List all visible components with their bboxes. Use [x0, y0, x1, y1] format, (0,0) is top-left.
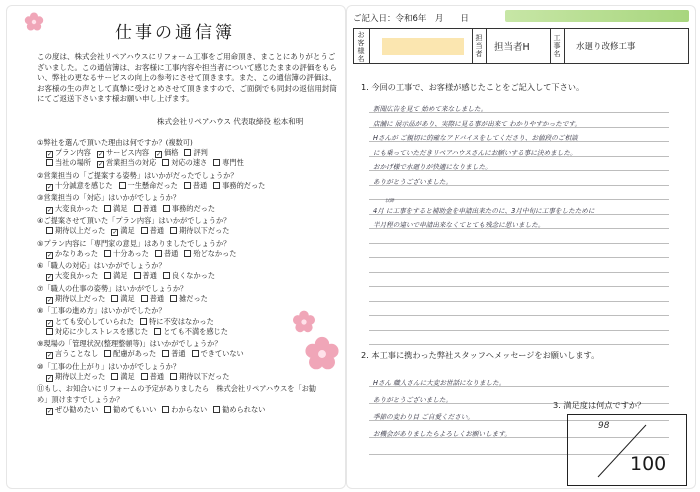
- option-label: サービス内容: [105, 148, 150, 158]
- checked-box-icon[interactable]: ✓: [47, 206, 53, 214]
- option-label: 十分誠意を感じた: [55, 181, 113, 190]
- option[interactable]: [104, 271, 127, 281]
- option-label: 事務的だった: [171, 203, 216, 213]
- option[interactable]: [111, 372, 134, 382]
- question-item: [37, 261, 345, 281]
- option-label: 大変良かった: [55, 271, 99, 281]
- ruled-line: [369, 301, 669, 302]
- option[interactable]: [163, 204, 215, 214]
- page-title: 仕事の通信簿: [115, 23, 235, 43]
- right-page: [346, 5, 696, 489]
- option-label: 普通: [142, 271, 157, 281]
- checkbox-icon[interactable]: [155, 250, 162, 257]
- option-label: 営業担当の対応: [105, 158, 157, 168]
- option[interactable]: [97, 148, 149, 158]
- checkbox-icon[interactable]: [170, 373, 177, 380]
- option[interactable]: [104, 349, 156, 359]
- checkbox-icon[interactable]: [163, 272, 170, 279]
- option-row: [37, 226, 345, 236]
- option[interactable]: [46, 158, 91, 168]
- question-item: [37, 384, 345, 415]
- option-label: 期待以上だった: [55, 371, 106, 381]
- checkbox-icon[interactable]: [104, 205, 111, 212]
- score-slash: [568, 415, 686, 485]
- checkbox-icon[interactable]: [104, 350, 111, 357]
- checked-box-icon[interactable]: ✓: [97, 161, 103, 169]
- option[interactable]: [46, 317, 134, 327]
- checkbox-icon[interactable]: [163, 205, 170, 212]
- option[interactable]: [213, 158, 244, 168]
- handwritten-line: おかげ様で水廻りが快適になりました。: [373, 163, 492, 171]
- option-label: できていない: [200, 349, 244, 359]
- question-title: ④ご提案させて頂いた「プラン内容」はいかがでしょうか？: [37, 215, 231, 225]
- option[interactable]: [162, 405, 207, 415]
- checkbox-icon[interactable]: [141, 227, 148, 234]
- question-item: [37, 193, 345, 213]
- option-label: 評判: [193, 148, 208, 158]
- option[interactable]: [170, 226, 229, 236]
- option[interactable]: [134, 204, 157, 214]
- checked-box-icon[interactable]: ✓: [47, 296, 53, 304]
- checked-box-icon[interactable]: ✓: [47, 151, 53, 159]
- checkbox-icon[interactable]: [119, 182, 126, 189]
- option-row: [37, 204, 345, 214]
- checked-box-icon[interactable]: ✓: [47, 319, 53, 327]
- checkbox-icon[interactable]: [184, 250, 191, 257]
- option-label: 普通: [149, 371, 165, 381]
- handwritten-line: 新聞広告を見て 始めて来なしました。: [373, 105, 488, 113]
- question-item: [37, 362, 345, 382]
- checkbox-icon[interactable]: [104, 406, 111, 413]
- option-label: 十分あった: [113, 248, 149, 258]
- question-title: ⑪もし、お知合いにリフォームの予定がありましたら 株式会社リペアハウスを「お勧め」頂けますでしょうか？: [37, 384, 317, 404]
- option-row: [37, 249, 345, 259]
- header-accent-bar: [505, 10, 689, 22]
- option-label: 事務的だった: [222, 181, 266, 190]
- handwritten-line: 店舗に 展示品があり、実際に見る事が出来て わかりやすかったです。: [373, 119, 582, 128]
- handwritten-line: 半月程の違いで申請出来なくてとても残念に思いました。: [373, 221, 545, 229]
- option[interactable]: [46, 249, 98, 259]
- option-label: とても安心していられた: [55, 316, 135, 326]
- checked-box-icon[interactable]: ✓: [47, 274, 53, 282]
- ruled-line: [369, 330, 669, 331]
- work-label: 工事名: [553, 34, 561, 58]
- option[interactable]: [213, 405, 265, 415]
- question-item: [37, 138, 345, 169]
- option[interactable]: [155, 148, 178, 158]
- option-row: [37, 405, 345, 415]
- question-item: [37, 239, 345, 259]
- ruled-line: [369, 272, 669, 273]
- question-title: ③営業担当の「対応」はいかがでしょうか？: [37, 193, 181, 203]
- option-label: ぜひ勧めたい: [55, 404, 99, 414]
- score-max: 100: [630, 453, 667, 475]
- option-label: 普通: [149, 226, 165, 236]
- option-label: 普通: [171, 349, 186, 359]
- checkbox-icon[interactable]: [213, 182, 220, 189]
- handwritten-line: 季節の変わり目 ご自愛ください。: [373, 413, 475, 421]
- option[interactable]: [46, 372, 105, 382]
- option-label: 雑だった: [179, 293, 208, 303]
- question-title: ⑦「職人の仕事の姿勢」はいかがでしょうか？: [37, 283, 188, 293]
- checkbox-icon[interactable]: [213, 406, 220, 413]
- checkbox-icon[interactable]: [184, 182, 191, 189]
- option-label: プラン内容: [55, 148, 91, 158]
- option[interactable]: [111, 294, 134, 304]
- option-label: 専門性: [222, 158, 244, 168]
- option-label: 配慮があった: [113, 349, 157, 359]
- checkbox-icon[interactable]: [141, 295, 148, 302]
- handwritten-line: Hさんが ご親切に的確なアドバイスをしてくださり、お値段のご相談: [373, 134, 578, 142]
- question-title: ⑨現場の「管理状況(整理整頓等)」はいかがでしょうか？: [37, 339, 222, 349]
- info-table: [353, 28, 689, 64]
- checkbox-icon[interactable]: [162, 159, 169, 166]
- question-item: [37, 171, 345, 191]
- question-1-title: 1. 今回の工事で、お客様が感じたことをご記入して下さい。: [361, 82, 585, 92]
- checkbox-icon[interactable]: [104, 250, 111, 257]
- question-item: [37, 216, 345, 236]
- checkbox-icon[interactable]: [184, 149, 191, 156]
- option[interactable]: [213, 181, 265, 191]
- question-title: ⑩「工事の仕上がり」はいかがでしょうか？: [37, 361, 181, 371]
- option-label: 期待以上だった: [55, 293, 106, 303]
- cherry-blossom-icon: [24, 12, 44, 32]
- option[interactable]: [170, 294, 208, 304]
- option-label: 殆どなかった: [193, 248, 237, 258]
- option-label: 対応に少しストレスを感じた: [55, 326, 149, 336]
- checkbox-icon[interactable]: [213, 159, 220, 166]
- checkbox-icon[interactable]: [134, 205, 141, 212]
- checkbox-icon[interactable]: [104, 272, 111, 279]
- option-label: かなりあった: [55, 248, 99, 258]
- option-label: 普通: [142, 203, 157, 213]
- option[interactable]: [163, 271, 215, 281]
- date-line: ご記入日：令和6年 月 日: [353, 14, 469, 24]
- checkbox-icon[interactable]: [134, 272, 141, 279]
- option-label: 普通: [163, 248, 179, 258]
- option[interactable]: [104, 204, 127, 214]
- option-row: [37, 158, 345, 168]
- option[interactable]: [46, 226, 105, 236]
- option-row: [37, 148, 345, 158]
- question-item: [37, 284, 345, 304]
- option-label: 満足: [120, 371, 135, 381]
- checkbox-icon[interactable]: [141, 373, 148, 380]
- option[interactable]: [46, 271, 98, 281]
- option[interactable]: [134, 271, 157, 281]
- option-label: 価格: [164, 148, 179, 158]
- question-title: ①弊社を選んで頂いた理由は何ですか？(複数可): [37, 138, 193, 147]
- option[interactable]: [141, 372, 164, 382]
- checked-box-icon[interactable]: ✓: [97, 151, 103, 159]
- option-label: 期待以上だった: [55, 226, 106, 236]
- option[interactable]: [46, 148, 91, 158]
- checkbox-icon[interactable]: [46, 227, 53, 234]
- handwritten-line: ありがとうございました。: [373, 396, 453, 404]
- checkbox-icon[interactable]: [162, 406, 169, 413]
- handwritten-superscript: 以降: [385, 199, 394, 204]
- option[interactable]: [46, 294, 105, 304]
- option[interactable]: [46, 204, 98, 214]
- option[interactable]: [104, 249, 149, 259]
- checkbox-icon[interactable]: [170, 227, 177, 234]
- option-row: [37, 294, 345, 304]
- option-label: 期待以下だった: [179, 226, 230, 236]
- option-label: 対応の速さ: [171, 158, 208, 168]
- ruled-line: [369, 243, 669, 244]
- company-signature: 株式会社リペアハウス 代表取締役 松本和明: [157, 117, 304, 126]
- option[interactable]: [154, 327, 228, 337]
- checkbox-icon[interactable]: [111, 373, 118, 380]
- checked-box-icon[interactable]: ✓: [156, 151, 162, 159]
- intro-text: この度は、株式会社リペアハウスにリフォーム工事をご用命頂き、まことにありがとうございました。この通信簿は、お客様に工事内容や担当者について感じたままの評価をもらい、弊社の更なるサービスの向上の参考にさせて頂きます。また、この通信簿の評価は、お客様の生の声として真摯に受けとめさせて頂きますので、ご面倒でも同封の返信用封筒にてご返送下さいます様お願い申し上げます。: [37, 52, 337, 104]
- question-title: ⑥「職人の対応」はいかがでしょうか？: [37, 261, 166, 271]
- option-label: 普通: [192, 181, 208, 190]
- question-list: [37, 138, 345, 417]
- handwritten-line: にも乗っていただきリペアハウスさんにお願いする事に決めました。: [373, 148, 577, 157]
- question-2-title: 2. 本工事に携わった弊社スタッフへメッセージをお願いします。: [361, 350, 600, 360]
- option-label: 一生懸命だった: [127, 181, 178, 190]
- staff-value: 担当者H: [494, 42, 530, 53]
- customer-name-redacted: [382, 38, 464, 55]
- option-label: 満足: [113, 271, 128, 281]
- ruled-line: [369, 315, 669, 316]
- option[interactable]: [162, 158, 207, 168]
- handwritten-line: Hさん 職人さんに大変お世話になりました。: [373, 379, 506, 387]
- option[interactable]: [111, 226, 134, 236]
- question-3-title: 3. 満足度は何点ですか？: [553, 400, 646, 410]
- ruled-line: [369, 286, 669, 287]
- option-label: とても不満を感じた: [163, 326, 228, 336]
- staff-label: 担当者: [475, 34, 483, 58]
- option-label: 満足: [120, 293, 135, 303]
- option-label: 当社の場所: [55, 158, 91, 168]
- option[interactable]: [46, 349, 98, 359]
- score-box: [567, 414, 687, 486]
- checkbox-icon[interactable]: [111, 295, 118, 302]
- work-value: 水廻り改修工事: [576, 42, 636, 52]
- left-page: [6, 5, 346, 489]
- checked-box-icon[interactable]: ✓: [47, 184, 53, 191]
- option-row: [37, 181, 345, 191]
- option-row: [37, 349, 345, 359]
- checkbox-icon[interactable]: [46, 328, 53, 335]
- checkbox-icon[interactable]: [154, 328, 161, 335]
- checkbox-icon[interactable]: [170, 295, 177, 302]
- option-label: 期待以下だった: [179, 371, 230, 381]
- question-title: ⑤プラン内容に「専門家の意見」はありましたでしょうか？: [37, 238, 231, 248]
- option-label: 普通: [149, 293, 165, 303]
- option-row: [37, 372, 345, 382]
- option[interactable]: [141, 226, 164, 236]
- option-label: 良くなかった: [171, 271, 216, 281]
- customer-label: お客様名: [357, 31, 365, 63]
- cherry-blossom-icon: [304, 336, 340, 372]
- option[interactable]: [97, 158, 156, 168]
- option[interactable]: [162, 349, 185, 359]
- checked-box-icon[interactable]: ✓: [47, 407, 53, 415]
- question-title: ⑧「工事の進め方」はいかがでしたか？: [37, 306, 166, 316]
- option[interactable]: [170, 372, 229, 382]
- handwritten-line: ありがとうございました。: [373, 177, 453, 186]
- option-label: 言うことなし: [55, 349, 99, 359]
- checked-box-icon[interactable]: ✓: [47, 374, 53, 382]
- option-label: 勧めてもいい: [113, 404, 157, 414]
- checkbox-icon[interactable]: [46, 159, 53, 166]
- score-value: 98: [598, 421, 610, 431]
- option-label: 勧められない: [222, 404, 266, 414]
- option-label: 満足: [113, 203, 128, 213]
- ruled-line: [369, 344, 669, 345]
- handwritten-line: お機会がありましたらよろしくお願いします。: [373, 430, 511, 438]
- option-label: 大変良かった: [55, 203, 99, 213]
- option-label: 特に不安はなかった: [149, 316, 214, 326]
- option-label: わからない: [171, 404, 208, 414]
- handwritten-line: 4月 に工事をすると補助金を申請出来たのに、3月中旬に工事をしたために: [373, 206, 595, 215]
- option[interactable]: [46, 181, 113, 191]
- cherry-blossom-icon: [292, 310, 316, 334]
- option[interactable]: [46, 405, 98, 415]
- checked-box-icon[interactable]: ✓: [47, 352, 53, 360]
- checked-box-icon[interactable]: ✓: [112, 229, 118, 237]
- option[interactable]: [184, 148, 207, 158]
- option[interactable]: [119, 181, 178, 191]
- checked-box-icon[interactable]: ✓: [47, 251, 53, 259]
- checkbox-icon[interactable]: [192, 350, 199, 357]
- option[interactable]: [140, 317, 214, 327]
- ruled-line: [369, 199, 669, 200]
- ruled-line: [369, 257, 669, 258]
- option[interactable]: [104, 405, 156, 415]
- option[interactable]: [46, 327, 148, 337]
- option-row: [37, 271, 345, 281]
- option-label: 満足: [120, 226, 135, 236]
- checkbox-icon[interactable]: [162, 350, 169, 357]
- option[interactable]: [192, 349, 244, 359]
- option[interactable]: [184, 249, 236, 259]
- option[interactable]: [184, 181, 207, 191]
- option[interactable]: [141, 294, 164, 304]
- option[interactable]: [155, 249, 178, 259]
- checkbox-icon[interactable]: [140, 318, 147, 325]
- question-title: ②営業担当の「ご提案する姿勢」はいかがだったでしょうか？: [37, 170, 238, 180]
- question-item: [37, 339, 345, 359]
